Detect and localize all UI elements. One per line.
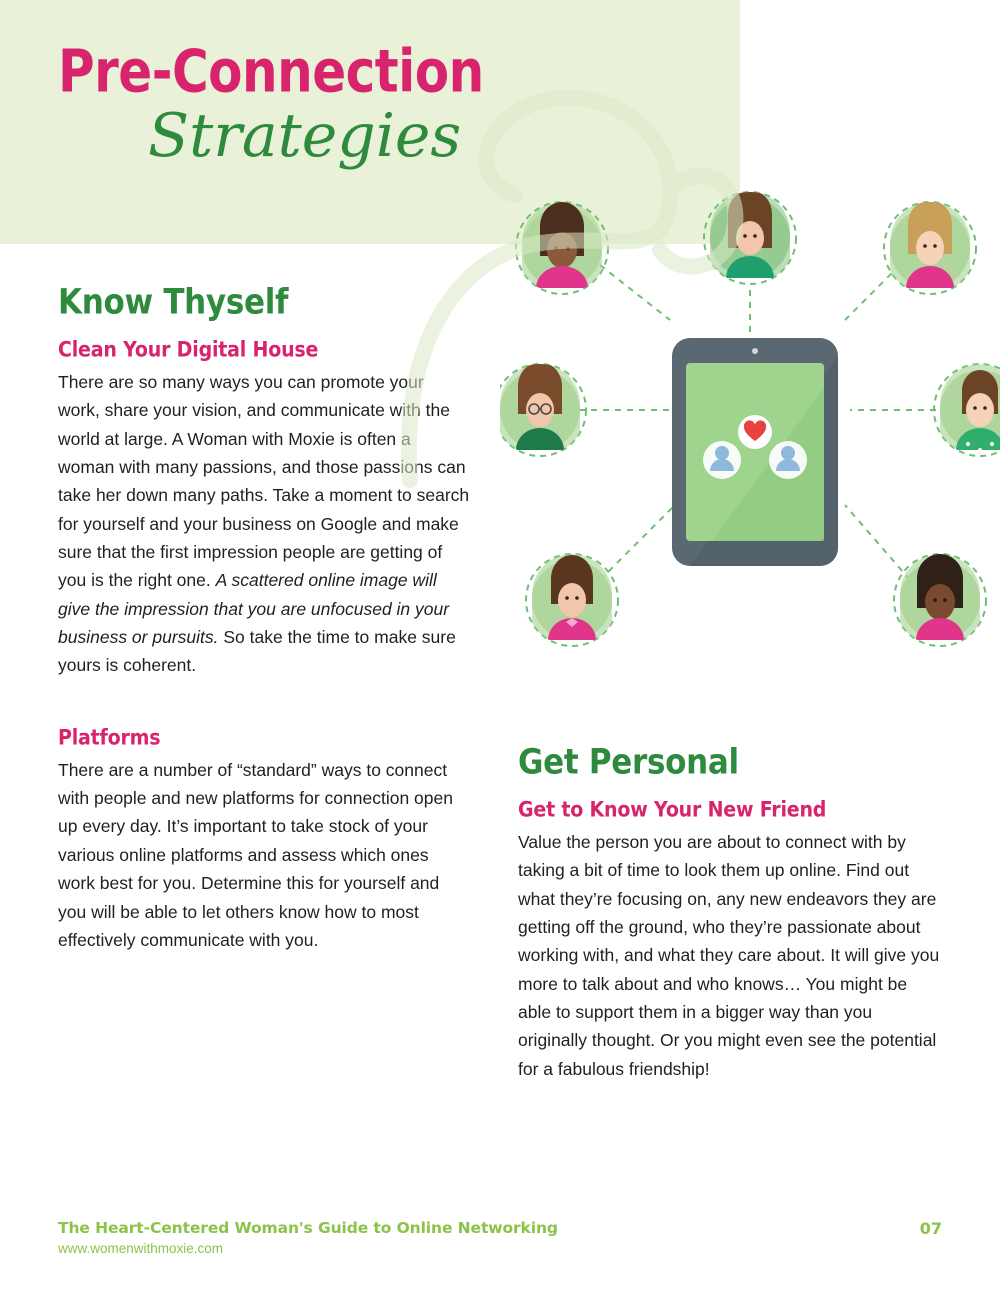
avatar bbox=[516, 202, 608, 294]
text-run-italic: A scattered online image will give the impression that you are unfocused in your business or pursuits. bbox=[58, 570, 450, 648]
text-run: There are so many ways you can promote your work, share your vision, and communicate with the world at large. A Woman with Moxie is often a woman with many passions, and those passions can take her down many paths. Take a moment to search for yourself and your business on Google and make sure that the first impression people are getting of you is the right one. bbox=[58, 372, 470, 591]
text-run: So take the time to make sure yours is coherent. bbox=[58, 627, 456, 676]
avatar bbox=[526, 554, 618, 646]
avatar bbox=[884, 200, 976, 294]
avatar bbox=[704, 190, 796, 284]
section-heading-know-thyself: Know Thyself bbox=[58, 282, 289, 323]
paragraph-platforms: There are a number of “standard” ways to connect with people and new platforms for connection open up every day. It’s important to take stock of your various online platforms and assess which ones work best for you. Determine this for yourself and you will be able to let others know how to most effectively communicate with you. bbox=[58, 759, 453, 950]
subheading-platforms: Platforms bbox=[58, 725, 161, 750]
page-number: 07 bbox=[919, 1219, 942, 1238]
spacer bbox=[58, 706, 470, 726]
avatar bbox=[894, 554, 986, 646]
page-title: Pre-Connection bbox=[58, 37, 484, 106]
subheading-clean-your-digital-house: Clean Your Digital House bbox=[58, 338, 319, 363]
left-column bbox=[58, 282, 470, 980]
right-column bbox=[518, 742, 942, 1109]
avatar bbox=[934, 364, 1000, 456]
footer bbox=[58, 1219, 942, 1256]
social-network-tablet-illustration bbox=[500, 160, 1000, 700]
subheading-get-to-know-your-new-friend: Get to Know Your New Friend bbox=[518, 798, 827, 823]
footer-url[interactable]: www.womenwithmoxie.com bbox=[58, 1241, 224, 1256]
tablet-device bbox=[672, 338, 838, 566]
page-title-group bbox=[58, 37, 484, 171]
section-heading-get-personal: Get Personal bbox=[518, 742, 739, 783]
avatar bbox=[500, 362, 586, 456]
paragraph-clean-your-digital-house bbox=[58, 368, 470, 680]
paragraph-get-to-know-your-new-friend: Value the person you are about to connect with by taking a bit of time to look them up online. Find out what they’re focusing on, any new endeavors they are getting off the ground, who they’re passionate about working with, and what they care about. It will give you more to talk about and who knows… You might be able to support them in a bigger way than you originally thought. Or you might even see the potential for a fabulous friendship! bbox=[518, 832, 940, 1079]
footer-title: The Heart-Centered Woman's Guide to Online Networking bbox=[58, 1219, 558, 1237]
page-subtitle: Strategies bbox=[148, 101, 462, 171]
